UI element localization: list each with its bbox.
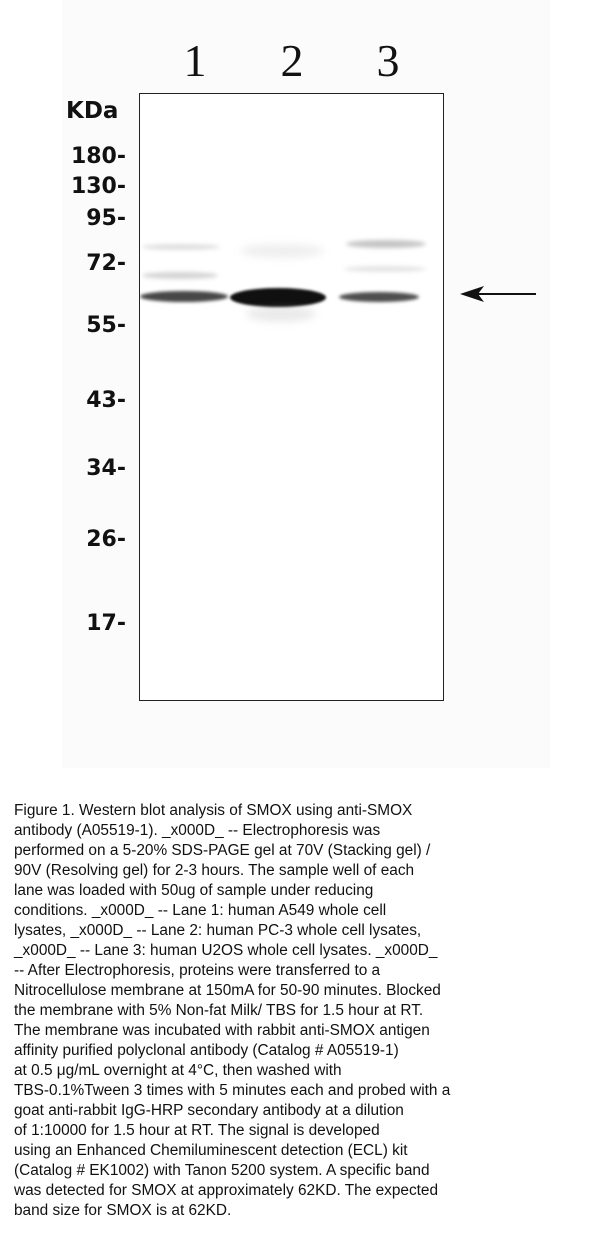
caption-line: Nitrocellulose membrane at 150mA for 50-90 minutes. Blocked [14,982,441,999]
lane-3-faint-band-mid [344,266,426,272]
marker-34: 34- [86,456,126,481]
lane-2-main-band [230,288,326,307]
marker-43: 43- [86,388,126,413]
lane-label-1: 1 [183,35,207,86]
caption-line: lysates, _x000D_ -- Lane 2: human PC-3 whole cell lysates, [14,922,422,939]
caption-line: band size for SMOX is at 62KD. [14,1202,232,1219]
lane-1-faint-band-upper [142,244,220,250]
blot-membrane [139,93,444,701]
caption-line: _x000D_ -- Lane 3: human U2OS whole cell lysates. _x000D_ [14,942,438,959]
caption-line: the membrane with 5% Non-fat Milk/ TBS for 1.5 hour at RT. [14,1002,424,1019]
lane-3-main-band [339,292,419,302]
molecular-weight-unit: KDa [66,98,119,124]
marker-17: 17- [86,611,126,636]
marker-180: 180- [70,144,126,169]
figure-caption [14,801,574,1221]
lane-1-faint-band-mid [142,272,218,279]
caption-line: The membrane was incubated with rabbit anti-SMOX antigen [14,1022,430,1039]
marker-95: 95- [86,206,126,231]
caption-line: performed on a 5-20% SDS-PAGE gel at 70V (Stacking gel) / [14,842,431,859]
caption-line: of 1:10000 for 1.5 hour at RT. The signal is developed [14,1122,380,1139]
caption-line: lane was loaded with 50ug of sample under reducing [14,882,374,899]
caption-line: (Catalog # EK1002) with Tanon 5200 system. A specific band [14,1162,430,1179]
marker-26: 26- [86,527,126,552]
lane-label-3: 3 [376,35,400,86]
lane-2-lower-smear [246,306,316,322]
caption-line: antibody (A05519-1). _x000D_ -- Electrophoresis was [14,822,381,839]
left-arrow-icon [458,283,538,305]
marker-55: 55- [86,313,126,338]
marker-72: 72- [86,251,126,276]
caption-line: using an Enhanced Chemiluminescent detection (ECL) kit [14,1142,408,1159]
marker-130: 130- [70,174,126,199]
lane-3-faint-band-upper [346,240,426,248]
caption-line: goat anti-rabbit IgG-HRP secondary antibody at a dilution [14,1102,404,1119]
caption-line: -- After Electrophoresis, proteins were transferred to a [14,962,381,979]
caption-line: was detected for SMOX at approximately 62KD. The expected [14,1182,439,1199]
caption-line: Figure 1. Western blot analysis of SMOX using anti-SMOX [14,802,413,819]
lane-label-2: 2 [280,35,304,86]
caption-line: TBS-0.1%Tween 3 times with 5 minutes each and probed with a [14,1082,451,1099]
caption-line: at 0.5 μg/mL overnight at 4°C, then washed with [14,1062,342,1079]
lane-2-faint-smear [240,244,324,258]
lane-1-main-band [140,291,228,302]
caption-line: 90V (Resolving gel) for 2-3 hours. The sample well of each [14,862,415,879]
caption-line: affinity purified polyclonal antibody (Catalog # A05519-1) [14,1042,399,1059]
caption-line: conditions. _x000D_ -- Lane 1: human A549 whole cell [14,902,387,919]
